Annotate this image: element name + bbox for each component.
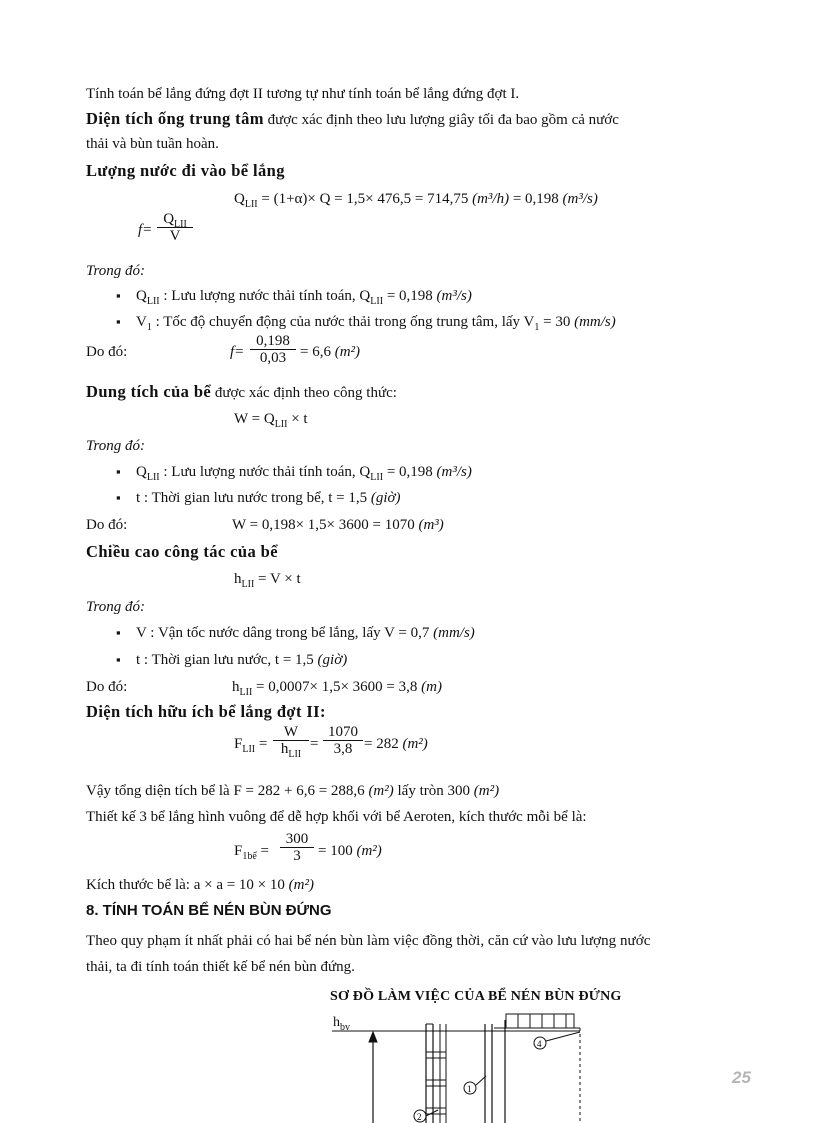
where-label-2: Trong đó: (86, 438, 146, 454)
where-label-1: Trong đó: (86, 263, 146, 279)
equals-sign: = (310, 736, 319, 752)
section-8-heading: 8. TÍNH TOÁN BỂ NÉN BÙN ĐỨNG (86, 902, 332, 919)
where-label-3: Trong đó: (86, 599, 146, 615)
bullet-velocity-def: ▪ $V_1$ : Tốc độ chuyển động của nước thải trong ống trung tâm, lấy $V_1 = 30$ (mm/s) (136, 313, 616, 331)
therefore-label-1: Do đó: (86, 344, 128, 360)
equation-flow: $Q_{LII} = (1+\alpha)\times Q = 1,5\times 476,5 = 714,75$ (m³/h) = 0,198 (m³/s) (234, 191, 598, 210)
central-pipe-paragraph: Diện tích ống trung tâm được xác định theo lưu lượng giây tối đa bao gồm cả nước (86, 109, 619, 128)
heading-working-height: Chiều cao công tác của bể (86, 542, 278, 561)
diagram-label-2: 2 (417, 1112, 422, 1122)
central-pipe-paragraph-line2: thải và bùn tuần hoàn. (86, 136, 219, 152)
diagram-freeboard-label: $h_{bv}$ (333, 1015, 350, 1033)
intro-paragraph: Tính toán bể lắng đứng đợt II tương tự như tính toán bể lắng đứng đợt I. (86, 86, 520, 102)
height-result: $h_{LII} = 0,0007\times 1,5\times 3600 = 3,8$ (m) (232, 679, 442, 698)
therefore-label-3: Do đó: (86, 679, 128, 695)
total-area-line: Vậy tổng diện tích bể là F = 282 + 6,6 = 288,6 (m²) lấy tròn 300 (m²) (86, 783, 500, 799)
bullet-time-def: ▪ t : Thời gian lưu nước trong bể, t = 1,5 (giờ) (136, 489, 401, 507)
diagram-title: SƠ ĐỒ LÀM VIỆC CỦA BỂ NÉN BÙN ĐỨNG (330, 989, 622, 1004)
therefore-label-2: Do đó: (86, 517, 128, 533)
fraction-300-over-3: $\frac{300}{3}$ (280, 831, 314, 864)
area-result-value: = 6,6 (m²) (300, 344, 361, 360)
heading-useful-area: Diện tích hữu ích bể lắng đợt II: (86, 702, 326, 721)
diagram-label-4: 4 (537, 1039, 542, 1049)
page-number: 25 (732, 1068, 751, 1087)
bullet-flow-def: ▪ $Q_{LII}$ : Lưu lượng nước thải tính toán, $Q_{LII} = 0,198$ (m³/s) (136, 287, 472, 305)
thickener-diagram (330, 1010, 690, 1123)
sludge-thickener-paragraph-line2: thải, ta đi tính toán thiết kế bể nén bùn đứng. (86, 959, 355, 975)
useful-area-value: = 282 (m²) (364, 736, 428, 752)
bullet-retention-time: ▪ t : Thời gian lưu nước, t = 1,5 (giờ) (136, 651, 347, 669)
bullet-rise-velocity: ▪ V : Vận tốc nước dâng trong bể lắng, lấy V = 0,7 (mm/s) (136, 624, 475, 642)
diagram-label-1: 1 (467, 1084, 472, 1094)
fraction-1070-over-3-8: $\frac{1070}{3,8}$ (323, 724, 363, 757)
diagram-grate (506, 1014, 574, 1028)
useful-area-lhs: $F_{LII}$ = (234, 736, 268, 755)
fraction-q-over-v: $Q_{LII}$ V (157, 211, 193, 244)
volume-result: W = 0,198× 1,5× 3600 = 1070 (m³) (232, 517, 444, 533)
single-tank-area-value: = 100 (m²) (318, 843, 382, 859)
bullet-flow-def-2: ▪ $Q_{LII}$ : Lưu lượng nước thải tính toán, $Q_{LII} = 0,198$ (m³/s) (136, 463, 472, 481)
fraction-w-over-h: W $h_{LII}$ (273, 724, 309, 757)
equation-volume: $W = Q_{LII} \times t$ (234, 411, 308, 430)
sludge-thickener-paragraph: Theo quy phạm ít nhất phải có hai bể nén bùn làm việc đồng thời, căn cứ vào lưu lượng nước (86, 933, 651, 949)
volume-heading-line: Dung tích của bể được xác định theo công thức: (86, 382, 397, 401)
design-three-tanks: Thiết kế 3 bể lắng hình vuông để dễ hợp khối với bể Aeroten, kích thước mỗi bể là: (86, 809, 587, 825)
diagram-arrow-head (369, 1032, 377, 1042)
fraction-area: $\frac{0,198}{0,03}$ (250, 333, 296, 366)
equation-height: $h_{LII} = V \times t$ (234, 571, 301, 590)
equation-area-label: f= (138, 222, 153, 238)
area-result-label: f= (230, 344, 245, 360)
tank-dimensions: Kích thước bể là: a × a = 10 × 10 (m²) (86, 877, 314, 893)
heading-water-inflow: Lượng nước đi vào bể lắng (86, 161, 285, 180)
single-tank-area-lhs: $F_{1bể}$ = (234, 843, 270, 862)
central-pipe-heading: Diện tích ống trung tâm (86, 109, 264, 128)
volume-heading: Dung tích của bể (86, 382, 212, 401)
